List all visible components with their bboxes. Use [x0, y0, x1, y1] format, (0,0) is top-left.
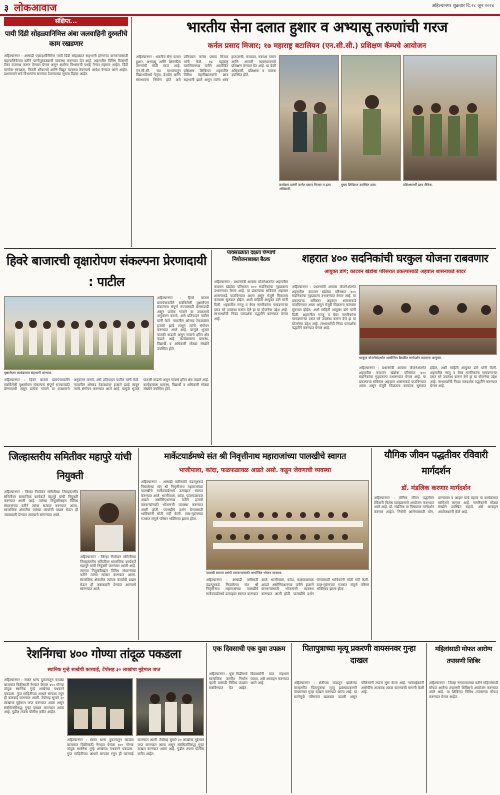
youth-body: अहिल्यानगर : युवा पिढीमध्ये सामाजिक जाणीव निर्माण व्हावी यासाठी विविध उपक्रम राबविण्यात येत आहेत. विद्यार्थ्यांनी यात सहभाग घ्यावा, असे आवाहन करण्यात आले आहे.: [209, 672, 289, 690]
masthead-rule: [0, 14, 500, 16]
palkhi-caption: पालखी स्वागत प्रसंगी वारकऱ्यांसाठी आयोजित भोजन व्यवस्था.: [206, 571, 283, 575]
column-divider-4: [371, 448, 372, 640]
father-body: अहिल्यानगर : शेतीच्या वादातून झालेल्या मारहाणीत पितापुत्राचा मृत्यू झाल्याप्रकरणी वायसनवर गुन्हा दाखल करण्यात आला आहे. या घटनेमुळे परिसरात खळबळ उडाली असून पोलिसांनी तपास सुरू केला आहे. नातेवाईकांनी आरोपींना तात्काळ अटक करण्याची मागणी केली आहे.: [294, 681, 424, 699]
army-photo-3-figures: [404, 56, 497, 181]
column-divider-2: [211, 250, 212, 445]
meeting-body: अहिल्यानगर : प्रधानमंत्री आवास योजनेअंतर्गत शहरातील काटवन खंडोबा परिसरात ४०० सदनिकांचा गृहप्रकल्प उभारण्यात येणार आहे. या प्रकल्पाचा सविस्तर अहवाल शासनाकडे पाठविण्यात आला असून मंजुरी मिळताच कामाला सुरुवात होईल, अशी माहिती आयुक्त डांगे यांनी दिली. शहरातील गरजू व बेघर नागरिकांना परवडणाऱ्या दरात घरे उपलब्ध करून देणे हा या योजनेचा उद्देश आहे. लाभार्थ्यांची निवड पारदर्शक पद्धतीने करण्यात येणार आहे.: [214, 280, 288, 321]
column-divider-6: [291, 643, 292, 793]
meeting-title: पावसाळ्यात दक्षता घेण्याचे नियोजनाबाबत बैठक: [226, 250, 276, 263]
short-news-body: अहिल्यानगर : आषाढी एकादशीनिमित्त पायी दिंडी सोहळ्यात सहभागी होणाऱ्या वारकऱ्यांसाठी महापालिकेच्या वतीने पाणीपुरवठ्याची व्यवस्था करण्यात येत आहे. शहरातील विविध ठिकाणी टँकर उपलब्ध करून देण्यात येणार असून आरोग्य विभागाची पथके तैनात राहणार आहेत. दिंडी मार्गावर स्वच्छता, फिरती शौचालये आणि विद्युत व्यवस्था ठेवण्याचे आदेश देण्यात आले आहेत. प्रशासनाने सर्व विभागांना समन्वय ठेवण्याच्या सूचना दिल्या आहेत.: [4, 54, 128, 77]
army-photo-2-figures: [342, 56, 401, 181]
district-photo-person: [81, 491, 136, 552]
father-headline: पितापुत्राच्या मृत्यू प्रकरणी वायसनवर गुन्हा दाखल: [302, 644, 416, 665]
city-body: अहिल्यानगर : प्रधानमंत्री आवास योजनेअंतर्गत शहरातील काटवन खंडोबा परिसरात ४०० सदनिकांचा गृहप्रकल्प उभारण्यात येणार आहे. या प्रकल्पाचा सविस्तर अहवाल शासनाकडे पाठविण्यात आला असून मंजुरी मिळताच कामाला सुरुवात होईल, अशी माहिती आयुक्त डांगे यांनी दिली. शहरातील गरजू व बेघर नागरिकांना परवडणाऱ्या दरात घरे उपलब्ध करून देणे हा या योजनेचा उद्देश आहे. लाभार्थ्यांची निवड पारदर्शक पद्धतीने करण्यात येणार आहे.: [292, 285, 356, 331]
section-rule-2: [4, 446, 496, 447]
rice-photo-1: [67, 678, 133, 736]
page-number: ३: [4, 4, 9, 14]
rice-body: अहिल्यानगर : स्वस्त धान्य दुकानातून काळ्या बाजारात विक्रीसाठी नेण्यात येणारा ४०० गोण्या तांदूळ स्थानिक गुन्हे शाखेच्या पथकाने पकडला. गुप्त माहितीच्या आधारे सापळा रचून ही कारवाई करण्यात आली. टेंपोसह सुमारे ३० लाखांचा मुद्देमाल जप्त करण्यात आला असून संबंधितांविरुद्ध गुन्हा दाखल करण्यात आला आहे. पुढील तपास पोलीस करीत आहेत.: [4, 678, 64, 715]
tree-caption: वृक्षारोपण कार्यक्रमात सहभागी मान्यवर.: [4, 371, 53, 375]
health-body: अहिल्यानगर : जिल्हा रुग्णालयाच्या वतीने महिलांसाठी मोफत आरोग्य तपासणी शिबिराचे आयोजन करण्यात आले आहे. या शिबिरात विविध तपासण्या मोफत करण्यात येणार आहेत.: [429, 681, 498, 699]
short-news-label-text: संक्षिप्त...: [54, 18, 78, 25]
column-divider-7: [426, 643, 427, 793]
rice-body-2: अहिल्यानगर : स्वस्त धान्य दुकानातून काळ्या बाजारात विक्रीसाठी नेण्यात येणारा ४०० गोण्या तांदूळ स्थानिक गुन्हे शाखेच्या पथकाने पकडला. गुप्त माहितीच्या आधारे सापळा रचून ही कारवाई करण्यात आली. टेंपोसह सुमारे ३० लाखांचा मुद्देमाल जप्त करण्यात आला असून संबंधितांविरुद्ध गुन्हा दाखल करण्यात आला आहे. पुढील तपास पोलीस करीत आहेत.: [67, 738, 204, 756]
rice-headline: रेशनिंगचा ४०० गोण्या तांदूळ पकडला: [27, 647, 181, 661]
district-headline: जिल्हास्तरीय समितीवर महापुरे यांची नियुक्ती: [8, 452, 132, 482]
palkhi-subhead: भाजीपाला, कांदा, फळफळावळ आडते असो. कडून जेवणाची व्यवस्था: [178, 467, 332, 474]
section-rule-3: [4, 641, 496, 642]
district-body: अहिल्यानगर : जिल्हा नियोजन समितीच्या जिल्हास्तरीय समितीवर सामाजिक कार्यकर्ते महापुरे यांची नियुक्ती करण्यात आली आहे. त्यांच्या नियुक्तीबद्दल विविध संघटनांच्या वतीने त्यांचा सत्कार करण्यात आला. सामाजिक क्षेत्रातील त्यांच्या कार्याची दखल घेऊन ही जबाबदारी देण्यात आल्याचे सांगण्यात आले.: [4, 490, 78, 517]
tree-side-body: अहिल्यानगर : हिवरे बाजार ग्रामपंचायतीने राबविलेली वृक्षारोपण संकल्पना संपूर्ण राज्यासाठी प्रेरणादायी असून प्रत्येक गावाने या उपक्रमाचे अनुकरण करावे, असे प्रतिपादन पाटील यांनी केले. गावातील ओसाड टेकड्यांवर हजारो झाडे लावून त्यांचे संगोपन करण्यात आले आहे. यामुळे भूजल पातळी वाढली असून गावाचे हरित क्षेत्र वाढले आहे. कार्यक्रमाला ग्रामस्थ, विद्यार्थी व अधिकारी मोठ्या संख्येने उपस्थित होते.: [157, 296, 209, 351]
tree-photo: [4, 296, 154, 370]
army-photo-1: [279, 55, 339, 181]
health-headline: महिलांसाठी मोफत आरोग्य तपासणी शिबिर: [435, 645, 492, 665]
rice-subhead: स्थानिक गुन्हे शाखेची कारवाई, टेंपोसह ३० लाखांचा मुद्देमाल जप्त: [47, 668, 161, 673]
army-photo-1-figures: [280, 56, 339, 181]
city-photo: [359, 285, 497, 355]
army-photo-2: [341, 55, 401, 181]
city-caption: घरकुल योजनेसंदर्भात आयोजित बैठकीत मार्गदर्शन करताना आयुक्त.: [359, 356, 442, 360]
column-divider-3: [138, 448, 139, 640]
yoga-headline: यौगिक जीवन पद्धतीवर रविवारी मार्गदर्शन: [384, 450, 488, 477]
district-body-2: अहिल्यानगर : जिल्हा नियोजन समितीच्या जिल्हास्तरीय समितीवर सामाजिक कार्यकर्ते महापुरे यांची नियुक्ती करण्यात आली आहे. त्यांच्या नियुक्तीबद्दल विविध संघटनांच्या वतीने त्यांचा सत्कार करण्यात आला. सामाजिक क्षेत्रातील त्यांच्या कार्याची दखल घेऊन ही जबाबदारी देण्यात आल्याचे सांगण्यात आले.: [80, 555, 136, 592]
masthead: [0, 0, 500, 14]
rice-photo-1-sacks: [68, 679, 133, 736]
army-headline: भारतीय सेना दलात हुशार व अभ्यासू तरुणांची गरज: [186, 20, 448, 36]
tree-headline: हिवरे बाजारची वृक्षारोपण संकल्पना प्रेरणादायी : पाटील: [6, 253, 207, 289]
yoga-body: अहिल्यानगर : योगिक जीवन पद्धतीवर रविवारी विशेष व्याख्यानाचे आयोजन करण्यात आले आहे. डॉ. मंडलिक या विषयावर मार्गदर्शन करणार आहेत. निरोगी आरोग्यासाठी योग, प्राणायाम व आहार याचे महत्त्व या कार्यक्रमात सांगितले जाणार आहे. नागरिकांनी मोठ्या संख्येने उपस्थित राहावे, असे आवाहन आयोजकांनी केले आहे.: [374, 496, 498, 514]
paper-name: लोकआवाज: [14, 3, 57, 14]
army-caption-1: कार्यक्रम प्रसंगी कर्नल प्रसाद मिजार व इतर अधिकारी.: [279, 183, 331, 192]
tree-body: अहिल्यानगर : हिवरे बाजार ग्रामपंचायतीने राबविलेली वृक्षारोपण संकल्पना संपूर्ण राज्यासाठी प्रेरणादायी असून प्रत्येक गावाने या उपक्रमाचे अनुकरण करावे, असे प्रतिपादन पाटील यांनी केले. गावातील ओसाड टेकड्यांवर हजारो झाडे लावून त्यांचे संगोपन करण्यात आले आहे. यामुळे भूजल पातळी वाढली असून गावाचे हरित क्षेत्र वाढले आहे. कार्यक्रमाला ग्रामस्थ, विद्यार्थी व अधिकारी मोठ्या संख्येने उपस्थित होते.: [4, 378, 209, 392]
rice-photo-2: [136, 678, 204, 736]
army-subhead: कर्नल प्रसाद मिजार; १७ महाराष्ट्र बटालियन (एन.सी.सी.) प्रशिक्षण कॅम्पचे आयोजन: [207, 41, 427, 50]
section-rule-1: [4, 248, 496, 249]
youth-headline: एक दिवसाची एक युवा उपक्रम: [212, 645, 286, 653]
palkhi-photo: [206, 480, 369, 570]
short-news-title: पायी दिंडी सोहळ्यानिमित्त अंबा जलवाहिनी दुरुस्तीचे काम रखडणार: [4, 30, 128, 48]
army-caption-2: मुख्य शिबिरात उपस्थित छात्र.: [341, 183, 377, 187]
city-photo-people: [360, 286, 497, 355]
army-caption-3: प्रशिक्षणार्थी छात्र सैनिक.: [403, 183, 433, 187]
yoga-subhead: डॉ. मंडलिक करणार मार्गदर्शन: [401, 484, 471, 492]
column-divider-5: [206, 643, 207, 793]
palkhi-photo-crowd: [207, 481, 369, 570]
column-divider: [131, 17, 132, 247]
city-headline: शहरात ४०० सदनिकांची घरकुल योजना राबवणार: [301, 252, 489, 265]
city-body-2: अहिल्यानगर : प्रधानमंत्री आवास योजनेअंतर्गत शहरातील काटवन खंडोबा परिसरात ४०० सदनिकांचा गृहप्रकल्प उभारण्यात येणार आहे. या प्रकल्पाचा सविस्तर अहवाल शासनाकडे पाठविण्यात आला असून मंजुरी मिळताच कामाला सुरुवात होईल, अशी माहिती आयुक्त डांगे यांनी दिली. शहरातील गरजू व बेघर नागरिकांना परवडणाऱ्या दरात घरे उपलब्ध करून देणे हा या योजनेचा उद्देश आहे. लाभार्थ्यांची निवड पारदर्शक पद्धतीने करण्यात येणार आहे.: [359, 366, 497, 389]
palkhi-body-right: अहिल्यानगर : आषाढी वारीसाठी पंढरपूरकडे निघालेल्या संत श्री निवृत्तीनाथ महाराजांच्या पालखीचे मार्केटयार्डमध्ये उत्साहात स्वागत करण्यात आले. भाजीपाला, कांदा, फळफळावळ आडते असोसिएशनच्या वतीने हजारो वारकऱ्यांसाठी भोजनाची व्यवस्था करण्यात आली होती. पालखीचे दर्शन घेण्यासाठी भाविकांनी मोठी गर्दी केली. टाळ-मृदंगाच्या गजरात संपूर्ण परिसर भक्तिमय झाला होता.: [206, 578, 369, 596]
rice-photo-2-people: [137, 679, 204, 736]
palkhi-body-left: अहिल्यानगर : आषाढी वारीसाठी पंढरपूरकडे निघालेल्या संत श्री निवृत्तीनाथ महाराजांच्या पालखीचे मार्केटयार्डमध्ये उत्साहात स्वागत करण्यात आले. भाजीपाला, कांदा, फळफळावळ आडते असोसिएशनच्या वतीने हजारो वारकऱ्यांसाठी भोजनाची व्यवस्था करण्यात आली होती. पालखीचे दर्शन घेण्यासाठी भाविकांनी मोठी गर्दी केली. टाळ-मृदंगाच्या गजरात संपूर्ण परिसर भक्तिमय झाला होता.: [141, 480, 203, 521]
district-photo: [80, 490, 136, 552]
tree-photo-people: [5, 297, 154, 370]
short-news-label: [4, 17, 128, 26]
palkhi-headline: मार्केटयार्डमध्ये संत श्री निवृत्तीनाथ महाराजांच्या पालखीचे स्वागत: [164, 451, 346, 461]
army-photo-3: [403, 55, 497, 181]
edition-line: अहिल्यानगर शुक्रवार दि.२८ जून २०२४: [431, 4, 494, 9]
city-subhead: आयुक्त डांगे; काटवन खंडोबा परिसरात प्रकल्पासाठी अहवाल शासनाकडे सादर: [324, 269, 466, 275]
army-body: अहिल्यानगर : भारतीय सेना दलात हुशार, अभ्यासू आणि शिस्तप्रिय तरुणांची मोठी गरज आहे. एन.सी.सी. च्या माध्यमातून विद्यार्थ्यांमध्ये नेतृत्व, देशप्रेम आणि संघभावना निर्माण होते असे प्रतिपादन कर्नल प्रसाद मिजार यांनी केले. १७ महाराष्ट्र बटालियनच्या वतीने आयोजित प्रशिक्षण शिबिरात शहरातील विविध महाविद्यालयांचे छात्र सहभागी झाले असून त्यांना शस्त्र हाताळणी, कवायत, नकाशा वाचन आणि आपत्ती व्यवस्थापनाचे प्रशिक्षण देण्यात येत आहे. या वेळी अधिकारी, प्रशिक्षक व पालक उपस्थित होते.: [136, 55, 276, 82]
